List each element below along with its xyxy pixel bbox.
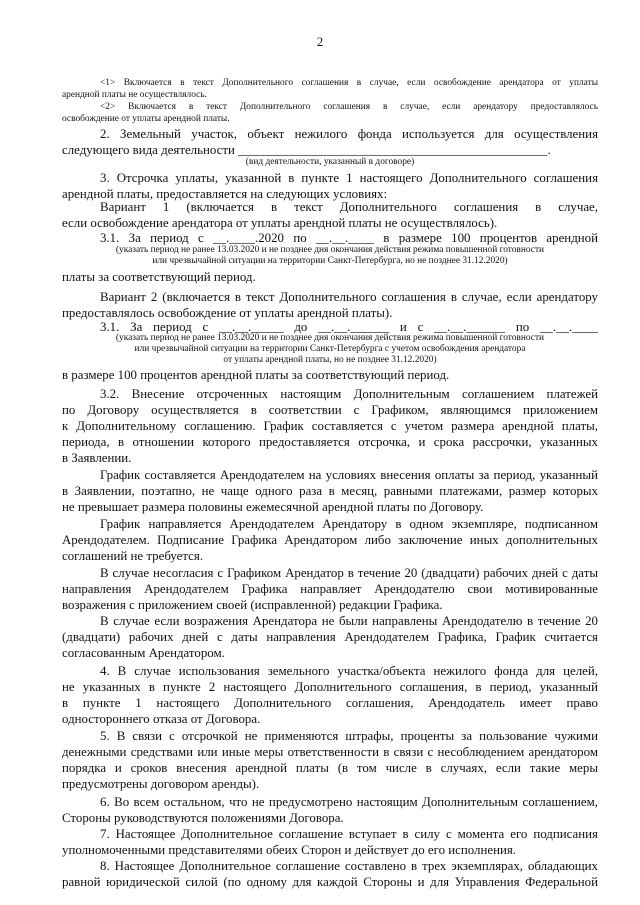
text-line: денежными средствами или иные меры ответственности в связи с несоблюдением арендатором — [62, 745, 598, 759]
text-line: не указанных в пункте 2 настоящего Дополнительного соглашения, в период, указанный — [62, 680, 598, 694]
paragraph-p2 — [62, 126, 598, 158]
text-line: не превышает размера половины ежемесячной арендной платы по Договору. — [62, 500, 484, 514]
text-line: в размере 100 процентов арендной платы за соответствующий период. — [62, 368, 450, 382]
text-line: возражения с приложением своей (исправленной) редакции Графика. — [62, 598, 443, 612]
text-line: Вариант 1 (включается в текст Дополнительного соглашения в случае, — [100, 200, 598, 214]
paragraph-p4 — [62, 663, 598, 727]
text-line: в пункте 1 настоящего Дополнительного соглашения, Арендодатель имеет право — [62, 696, 598, 710]
text-line: 8. Настоящее Дополнительное соглашение составлено в трех экземплярах, обладающих — [100, 859, 598, 873]
text-line: Стороны руководствуются положениями Договора. — [62, 811, 344, 825]
text-line: (двадцати) рабочих дней с даты направления Арендодателем Графика, График считается — [62, 630, 598, 644]
text-line: (вид деятельности, указанный в договоре) — [245, 157, 415, 167]
text-line: периода, в отношении которого предоставляется отсрочка, и срока рассрочки, указанных — [62, 435, 598, 449]
paragraph-p31a — [62, 230, 598, 246]
text-line: В случае несогласия с Графиком Арендатор в течение 20 (двадцати) рабочих дней с даты — [100, 566, 598, 580]
text-line: арендной платы не осуществлялось. — [62, 89, 207, 100]
paragraph-v1 — [62, 199, 598, 231]
paragraph-pg3 — [62, 565, 598, 613]
text-line: по Договору осуществляется в соответствии с Графиком, являющимся приложением — [62, 403, 598, 417]
text-line: 7. Настоящее Дополнительное соглашение вступает в силу с момента его подписания — [100, 827, 598, 841]
text-line: одностороннего отказа от Договора. — [62, 712, 261, 726]
text-line: если освобождение арендатора от уплаты арендной платы не осуществлялось). — [62, 216, 498, 230]
text-line: порядка и сроков внесения арендной платы (в том числе в случаях, если такие меры — [62, 761, 598, 775]
text-line: согласованным Арендатором. — [62, 646, 225, 660]
text-line: арендной платы, предоставляется на следующих условиях: — [62, 187, 388, 201]
text-line: 3.1. За период с __.__._____ до __.__.______ и с __.__.______ по __.__.____ — [100, 320, 598, 334]
paragraph-p32 — [62, 386, 598, 466]
paragraph-cap1 — [62, 157, 598, 168]
text-line: к Дополнительному соглашению. График составляется с учетом размера арендной платы, — [62, 419, 598, 433]
paragraph-p7 — [62, 826, 598, 858]
text-line: освобождение от уплаты арендной платы. — [62, 113, 230, 124]
text-line: уполномоченными представителями обеих Сторон и действует до его исполнения. — [62, 843, 517, 857]
text-line: предусмотрены договором аренды). — [62, 777, 260, 791]
text-line: или чрезвычайной ситуации на территории Санкт-Петербурга, но не позднее 31.12.2020) — [152, 256, 508, 266]
paragraph-p8 — [62, 858, 598, 890]
paragraph-p5 — [62, 728, 598, 792]
paragraph-v2 — [62, 289, 598, 321]
text-line: (указать период не ранее 13.03.2020 и не позднее дня окончания действия режима повышенной готовности — [115, 333, 545, 343]
text-line: направления Арендодателем Графика направляет Арендодателю свои мотивированные — [62, 582, 598, 596]
text-line: от уплаты арендной платы, но не позднее 31.12.2020) — [223, 355, 437, 365]
text-line: следующего вида деятельности ________________________________________________. — [62, 143, 551, 157]
text-line: в Заявлении. — [62, 451, 132, 465]
paragraph-cap2 — [62, 245, 598, 267]
text-line: График составляется Арендодателем на условиях внесения оплаты за период, указанный — [100, 468, 598, 482]
paragraph-p3 — [62, 170, 598, 202]
paragraph-p31b_end — [62, 367, 598, 383]
paragraph-p31a_end — [62, 269, 598, 285]
paragraph-pg4 — [62, 613, 598, 661]
text-line: платы за соответствующий период. — [62, 270, 256, 284]
text-line: <2> Включается в текст Дополнительного соглашения в случае, если арендатору предоставлялось — [100, 102, 598, 112]
text-line: 2. Земельный участок, объект нежилого фонда используется для осуществления — [100, 127, 598, 141]
paragraph-fn1 — [62, 78, 598, 101]
text-line: (указать период не ранее 13.03.2020 и не позднее дня окончания действия режима повышенной готовности — [115, 245, 545, 255]
text-line: График направляется Арендодателем Арендатору в одном экземпляре, подписанном — [100, 517, 598, 531]
text-line: 5. В связи с отсрочкой не применяются штрафы, проценты за пользование чужими — [100, 729, 598, 743]
text-line: <1> Включается в текст Дополнительного соглашения в случае, если освобождение арендатора от уплаты — [100, 78, 598, 88]
text-line: 6. Во всем остальном, что не предусмотрено настоящим Дополнительным соглашением, — [100, 795, 598, 809]
text-line: 3. Отсрочка уплаты, указанной в пункте 1 настоящего Дополнительного соглашения — [100, 171, 598, 185]
text-line: в Заявлении, поэтапно, не чаще одного раза в месяц, равными платежами, размер которых — [62, 484, 598, 498]
paragraph-pg2 — [62, 516, 598, 564]
paragraph-p6 — [62, 794, 598, 826]
paragraph-fn2 — [62, 102, 598, 125]
text-line: 4. В случае использования земельного участка/объекта нежилого фонда для целей, — [100, 664, 598, 678]
paragraph-cap3 — [62, 333, 598, 366]
text-line: соглашений не требуется. — [62, 549, 204, 563]
page-number: 2 — [316, 34, 324, 49]
text-line: равной юридической силой (по одному для каждой Стороны и для Управления Федеральной — [62, 875, 598, 889]
text-line: 3.2. Внесение отсроченных настоящим Дополнительным соглашением платежей — [100, 387, 598, 401]
text-line: В случае если возражения Арендатора не были направлены Арендодателю в течение 20 — [100, 614, 598, 628]
text-line: или чрезвычайной ситуации на территории Санкт-Петербурга с учетом освобождения арендатора — [134, 344, 526, 354]
text-line: Вариант 2 (включается в текст Дополнительного соглашения в случае, если арендатору — [100, 290, 598, 304]
paragraph-pg1 — [62, 467, 598, 515]
text-line: 3.1. За период с __.____.2020 по __.__.____ в размере 100 процентов арендной — [100, 231, 598, 245]
text-line: предоставлялось освобождение от уплаты арендной платы). — [62, 306, 393, 320]
text-line: Арендодателем. Подписание Графика Арендатором либо заключение иных дополнительных — [62, 533, 598, 547]
